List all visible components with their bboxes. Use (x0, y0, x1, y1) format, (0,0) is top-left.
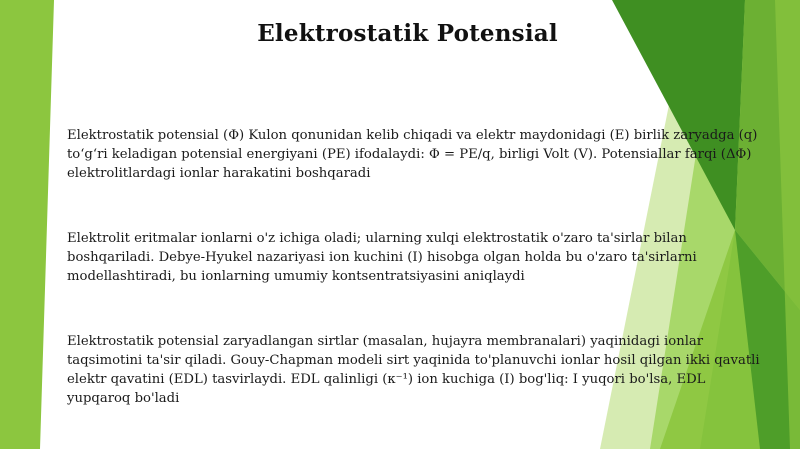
left-green-bar (0, 0, 54, 449)
paragraph-electrostatic-potential: Elektrostatik potensial (Φ) Kulon qonunidan kelib chiqadi va elektr maydonidagi (E) birlik zaryadga (q) to‘g‘ri keladigan potensial energiyani (PE) ifodalaydi: Φ = PE/q, birligi Volt (V). Potensiallar farqi (ΔΦ) elektrolitlardagi ionlar harakatini boshqaradi (67, 128, 758, 181)
paragraph-electrolyte-solutions: Elektrolit eritmalar ionlarni o'z ichiga oladi; ularning xulqi elektrostatik o'zaro ta'sirlar bilan boshqariladi. Debye-Hyukel nazariyasi ion kuchini (I) hisobga olgan holda bu o'zaro ta'sirlarni modellashtiradi, bu ionlarning umumiy kontsentratsiyasini aniqlaydi (67, 231, 697, 284)
paragraph-charged-surfaces: Elektrostatik potensial zaryadlangan sirtlar (masalan, hujayra membranalari) yaqinidagi ionlar taqsimotini ta'sir qiladi. Gouy-Chapman modeli sirt yaqinida to'planuvchi ionlar hosil qilgan ikki qavatli elektr qavatini (EDL) tasvirlaydi. EDL qalinligi (κ⁻¹) ion kuchiga (I) bog'liq: I yuqori bo'lsa, EDL yupqaroq bo'ladi (67, 334, 760, 406)
slide-title (0, 20, 800, 47)
slide-title-text: Elektrostatik Potensial (257, 20, 558, 47)
